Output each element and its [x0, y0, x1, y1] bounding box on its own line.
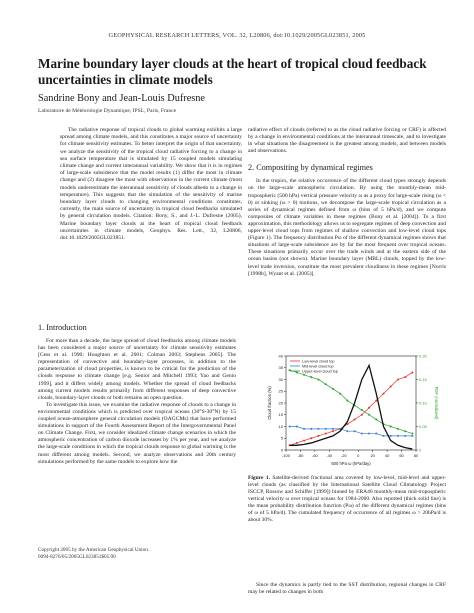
series-point-2 — [397, 428, 399, 430]
right-column — [248, 127, 446, 278]
intro-heading: 1. Introduction — [38, 323, 87, 332]
series-point-0 — [296, 442, 298, 444]
series-point-2 — [390, 426, 392, 428]
series-point-0 — [390, 386, 392, 388]
x-tick-label: -40 — [326, 453, 333, 458]
series-point-2 — [404, 430, 406, 432]
y-tick-label-left: 10 — [278, 423, 283, 429]
series-point-2 — [411, 433, 413, 435]
y-axis-label-right: PDF (normalized) — [434, 386, 439, 420]
series-point-2 — [310, 376, 312, 378]
series-point-1 — [411, 435, 413, 437]
section2-heading: 2. Compositing by dynamical regimes — [248, 163, 373, 173]
series-point-1 — [397, 435, 399, 437]
series-point-1 — [361, 433, 363, 435]
x-tick-label: -60 — [311, 453, 318, 458]
y-tick-label-left: 0 — [280, 447, 283, 453]
series-point-2 — [368, 414, 370, 416]
series-point-2 — [318, 379, 320, 381]
figure-1-chart — [266, 350, 438, 468]
x-tick-label: -100 — [281, 453, 291, 458]
caption-label: Figure 1. — [248, 475, 270, 481]
paper-authors: Sandrine Bony and Jean-Louis Dufresne — [38, 93, 205, 104]
series-point-2 — [325, 383, 327, 385]
running-header: GEOPHYSICAL RESEARCH LETTERS, VOL. 32, L20806, doi:10.1029/2005GL023851, 2005 — [108, 32, 366, 39]
series-point-1 — [303, 428, 305, 430]
x-tick-label: 40 — [384, 453, 390, 458]
series-point-1 — [375, 433, 377, 435]
series-point-1 — [296, 426, 298, 428]
bottom-right-paragraph: Since the dynamics is partly tied to the SST distribution, regional changes in CRF may be related to changes in both — [248, 582, 446, 595]
y-tick-label-right: 0.10 — [419, 400, 427, 406]
series-point-0 — [325, 433, 327, 435]
y-tick-label-left: 35 — [278, 365, 283, 371]
x-tick-label: 20 — [370, 453, 375, 458]
paper-affiliation: Laboratoire de Météorologie Dynamique, IPSL, Paris, France — [38, 108, 177, 114]
y-axis-label-left: Cloud fraction (%) — [267, 386, 272, 420]
y-tick-label-right: 0.05 — [419, 423, 427, 429]
series-point-2 — [296, 371, 298, 373]
x-tick-label: -80 — [297, 453, 304, 458]
series-point-1 — [368, 433, 370, 435]
y-tick-label-left: 30 — [278, 376, 283, 382]
figure-1 — [266, 350, 438, 468]
series-point-0 — [303, 440, 305, 442]
series-point-0 — [368, 407, 370, 409]
legend-entry: Low-level cloud top — [302, 359, 335, 364]
intro-paragraph-1: For more than a decade, the large spread of cloud feedbacks among climate models has been considered a major source of uncertainty for climate sensitivity estimates [Cess et al. 1990; Houghton et al. 2001; Colman 2003; Stephens 2005]. The representation of convective and boundary-layer processes, in addition to the parameterization of cloud properties, is known to be critical for the prediction of the clouds response to climate change [e.g. Senior and Mitchell 1993; Yao and Genio 1999], and it differs widely among models. Whether the spread of cloud feedbacks among current models results primarily from different responses of deep convective clouds, boundary-layer clouds or both remains an open question. — [38, 338, 236, 401]
section2-paragraph-1: In the tropics, the relative occurrence of the different cloud types strongly depends on the large-scale atmospheric circulation. By using the monthly-mean mid-tropospheric (500 hPa) vertical pressure velocity ω as a proxy for large-scale rising (ω < 0) or sinking (ω > 0) motions, we decompose the large-scale tropical circulation as a series of dynamical regimes defined from ω (bins of 5 hPa/d), and we compute composites of climate variables in these regimes (Bony et al. [2004]). To a first approximation, this methodology allows us to segregate regimes of deep convection and upper-level cloud tops from regimes of shallow convection and low-level cloud tops (Figure 1). The frequency distribution Pω of the different dynamical regimes shows that situations of large-scale subsidence are by far the most frequent over tropical oceans. These situations primarily occur over the trade winds and at the eastern side of the ocean basins (not shown). Marine boundary layer (MBL) clouds, topped by the low-level trade inversion, constitute the most prevalent cloudiness in these regimes [Norris [1998b], Wyant et al. (2005)]. — [248, 178, 446, 277]
copyright-block — [38, 547, 238, 560]
series-point-1 — [332, 428, 334, 430]
abstract: The radiative response of tropical clouds to global warming exhibits a large spread among climate models, and this constitutes a major source of uncertainty for climate sensitivity estimates. To better interpret the origin of that uncertainty, we analyze the sensitivity of the tropical cloud radiative forcing to a change in sea surface temperature that is simulated by 15 coupled models simulating climate change and current interannual variability. We show that it is in regimes of large-scale subsidence that the model results (1) differ the most in climate change and (2) disagree the most with observations in the current climate (most models underestimate the interannual sensitivity of clouds albedo to a change in temperature). This suggests that the simulation of the sensitivity of marine boundary layer clouds to changing environmental conditions constitutes, currently, the main source of uncertainty in tropical cloud feedbacks simulated by general circulation models. Citation: Bony, S., and J.-L. Dufresne (2005), Marine boundary layer clouds at the heart of tropical cloud feedback uncertainties in climate models, Geophys. Res. Lett., 32, L20806, doi:10.1029/2005GL023851. — [60, 127, 242, 242]
series-point-0 — [383, 393, 385, 395]
y-tick-label-left: 15 — [278, 412, 283, 418]
series-point-1 — [354, 430, 356, 432]
figure-1-caption — [248, 475, 446, 524]
y-tick-label-right: 0.15 — [419, 376, 427, 382]
series-point-0 — [375, 400, 377, 402]
series-point-0 — [332, 430, 334, 432]
series-point-2 — [346, 400, 348, 402]
series-point-0 — [411, 371, 413, 373]
intro-paragraph-2: To investigate this issue, we examine the radiative response of clouds to a change in environmental conditions which is predicted over tropical oceans (30°S-30°N) by 15 coupled ocean-atmosphere general circulation models (OAGCMs) that have performed simulations in support of the Fourth Assessment Report of the Intergovernmental Panel on Climate Change. First, we consider idealized climate change scenarios in which the atmospheric concentration of carbon dioxide increases by 1% per year, and we analyze the large-scale conditions in which the tropical clouds response to global warming is the most different among models. Second, we analyze observations and 20th century simulations performed by the same models to explore how the — [38, 401, 236, 465]
legend-entry: Upper-level cloud top — [302, 369, 338, 374]
y-tick-label-left: 40 — [278, 353, 283, 359]
copyright-line: Copyright 2005 by the American Geophysical Union. — [38, 547, 150, 553]
series-point-2 — [339, 393, 341, 395]
series-point-2 — [332, 388, 334, 390]
series-point-1 — [318, 428, 320, 430]
series-point-1 — [390, 435, 392, 437]
y-tick-label-left: 20 — [278, 400, 283, 406]
series-point-1 — [346, 430, 348, 432]
series-point-0 — [397, 379, 399, 381]
x-tick-label: 0 — [357, 453, 360, 458]
series-point-0 — [318, 435, 320, 437]
series-point-0 — [361, 414, 363, 416]
x-tick-label: -20 — [340, 453, 347, 458]
x-tick-label: 60 — [399, 453, 404, 458]
legend-entry: Mid-level cloud top — [302, 364, 334, 369]
right-paragraph-0: radiative effect of clouds (referred to as the cloud radiative forcing or CRF) is affected by a change in environmental conditions at the interannual timescale, and to investigate in what situations the disagreement is the greatest among models, and between models and observations. — [248, 127, 446, 155]
caption-text: Satellite-derived fractional area covered by low-level, mid-level and upper-level clouds (as classified by the International Satellite Cloud Climatology Project ISCCP, Rossow and Schiffer [1999]) binned by ERA40 monthly-mean mid-tropospheric vertical velocity ω over tropical oceans for 1984-2000. Also reported (thick solid line) is the mean probability distribution function (Pω) of the different dynamical regimes (bins of ω of 5 hPa/d). The cumulated frequency of occurrence of all regimes ω > 20hPa/d is about 30%. — [248, 475, 447, 523]
series-point-1 — [325, 428, 327, 430]
left-column — [38, 323, 236, 466]
series-point-1 — [289, 426, 291, 428]
y-tick-label-left: 25 — [278, 388, 283, 394]
issn-line: 0094-8276/05/2005GL023851$05.00 — [38, 553, 116, 560]
series-point-2 — [375, 418, 377, 420]
y-tick-label-right: 0 — [419, 447, 422, 453]
x-axis-label: 500 hPa ω (hPa/day) — [331, 461, 371, 466]
series-point-0 — [310, 437, 312, 439]
series-point-0 — [354, 418, 356, 420]
paper-title: Marine boundary layer clouds at the heart of tropical cloud feedback uncertainties in climate models — [38, 56, 427, 87]
series-point-1 — [310, 428, 312, 430]
x-tick-label: 80 — [413, 453, 419, 458]
y-tick-label-right: 0.20 — [419, 353, 427, 359]
series-point-2 — [303, 374, 305, 376]
series-point-0 — [404, 376, 406, 378]
y-tick-label-left: 5 — [280, 435, 283, 441]
series-point-1 — [383, 435, 385, 437]
series-point-2 — [361, 409, 363, 411]
series-point-1 — [404, 435, 406, 437]
